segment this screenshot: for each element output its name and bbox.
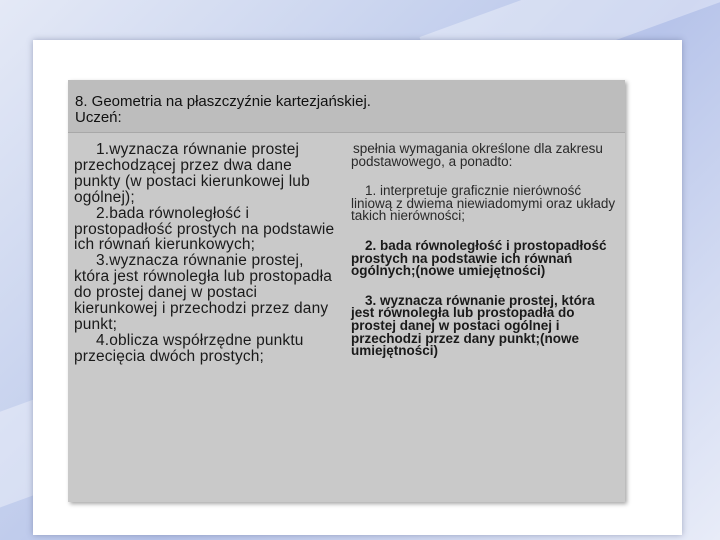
requirement-item: 2.bada równoległość i prostopadłość prostych na podstawie ich równań kierunkowych; bbox=[74, 204, 335, 254]
content-panel bbox=[68, 80, 625, 502]
extended-item: 1. interpretuje graficznie nierówność liniową z dwiema niewiadomymi oraz układy takich nierówności; bbox=[351, 183, 616, 224]
extended-item: 3. wyznacza równanie prostej, która jest równoległa lub prostopadła do prostej danej w postaci ogólnej i przechodzi przez dany punkt;(nowe umiejętności) bbox=[351, 292, 595, 359]
slide-header bbox=[68, 80, 625, 133]
extended-item: 2. bada równoległość i prostopadłość prostych na podstawie ich równań ogólnych;(nowe umiejętności) bbox=[351, 237, 607, 279]
slide-title: 8. Geometria na płaszczyźnie kartezjańskiej. bbox=[75, 93, 371, 110]
requirement-item: 4.oblicza współrzędne punktu przecięcia dwóch prostych; bbox=[74, 331, 304, 365]
requirement-item: 3.wyznacza równanie prostej, która jest równoległa lub prostopadła do prostej danej w postaci kierunkowej i przechodzi przez dany punkt; bbox=[74, 252, 333, 333]
extended-requirements-column bbox=[351, 143, 621, 358]
extended-intro: spełnia wymagania określone dla zakresu podstawowego, a ponadto: bbox=[351, 141, 603, 169]
basic-requirements-column bbox=[74, 142, 342, 365]
requirement-item: 1.wyznacza równanie prostej przechodzącej przez dwa dane punkty (w postaci kierunkowej lub ogólnej); bbox=[74, 141, 310, 206]
slide-subtitle: Uczeń: bbox=[75, 109, 122, 126]
